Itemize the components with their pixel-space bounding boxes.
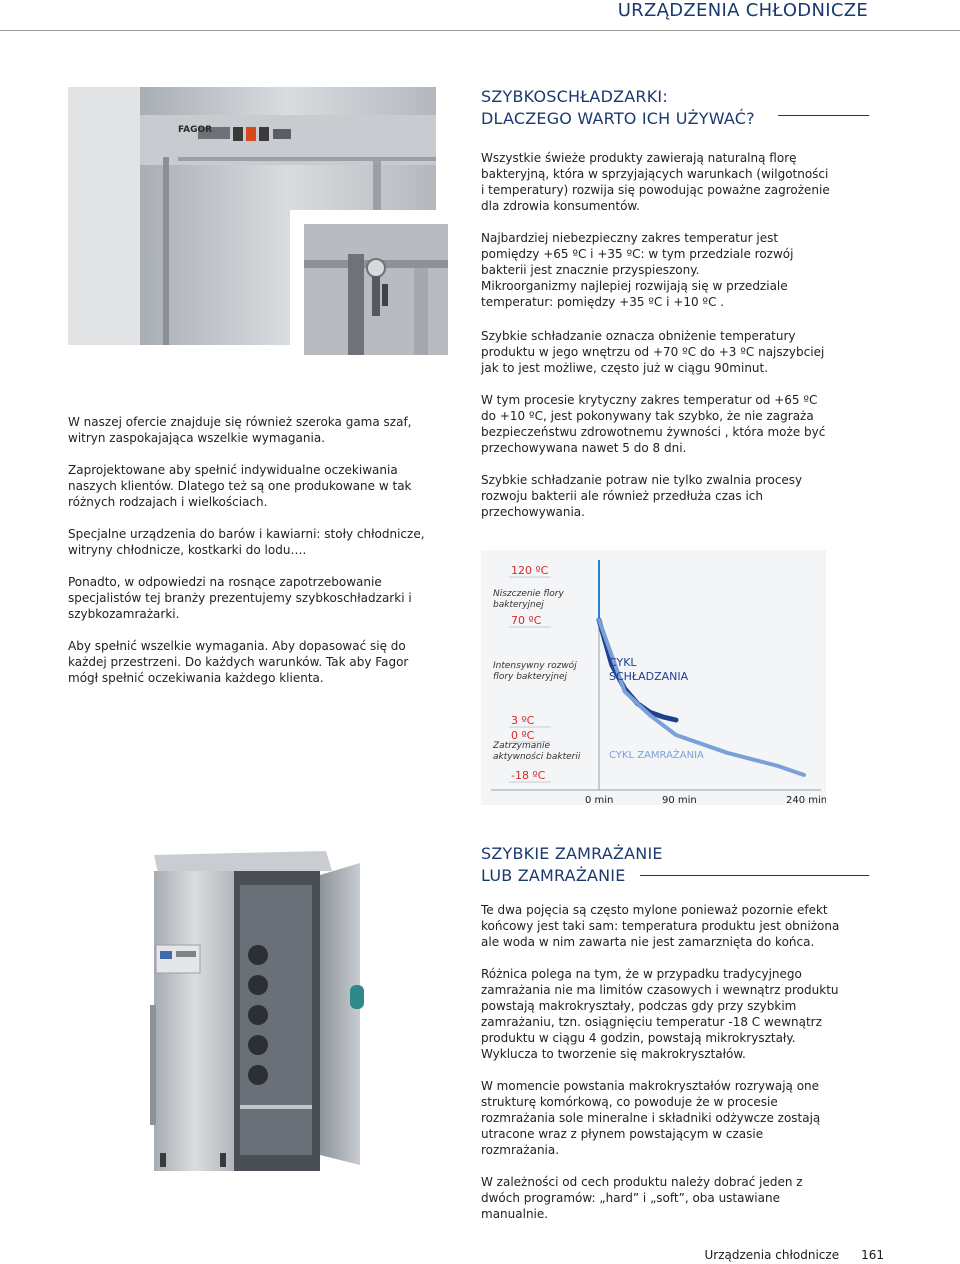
section-heading-line-2: LUB ZAMRAŻANIE — [481, 866, 626, 885]
chart-y-tick-label: 120 ºC — [511, 564, 549, 577]
paragraph: Wszystkie świeże produkty zawierają naturalną florę bakteryjną, która w sprzyjających warunkach (wilgotności i temperatury) rozwija się powodując poważne zagrożenie dla zdrowia konsumentów. — [481, 151, 830, 213]
paragraph: W naszej ofercie znajduje się również szeroka gama szaf, witryn zaspokajająca wszelkie wymagania. — [68, 415, 412, 445]
chart-x-tick-label: 90 min — [662, 795, 697, 805]
chart-annotation-destruction: Niszczenie flory bakteryjnej — [493, 589, 564, 610]
chart-series-label-freezing: CYKL ZAMRAŻANIA — [609, 750, 704, 761]
cooling-cycle-chart — [481, 550, 826, 805]
chart-svg — [481, 550, 826, 805]
section-heading-line-2: DLACZEGO WARTO ICH UŻYWAĆ? — [481, 109, 755, 128]
paragraph: Różnica polega na tym, że w przypadku tradycyjnego zamrażania nie ma limitów czasowych i wewnątrz produktu powstają makrokryształy, podczas gdy przy szybkim zamrażaniu, tzn. osiągnięciu temperatur -18 C wewnątrz produktu w ciągu 4 godzin, powstają mikrokryształy. Wyklucza to tworzenie się makrokryształów. — [481, 967, 839, 1061]
left-column-text — [68, 414, 440, 686]
section-heading-line-1: SZYBKOSCHŁADZARKI: — [481, 87, 668, 106]
paragraph: Szybkie schładzanie potraw nie tylko zwalnia procesy rozwoju bakterii ale również przedłuża czas ich przechowywania. — [481, 473, 803, 519]
chart-y-tick-label: -18 ºC — [511, 769, 546, 782]
brand-logo: FAGOR — [178, 125, 213, 135]
chart-x-tick-label: 240 min — [786, 795, 826, 805]
section1-text-3 — [481, 328, 833, 376]
section-heading-blast-freezing — [481, 843, 663, 887]
paragraph: Te dwa pojęcia są często mylone ponieważ pozornie efekt końcowy jest taki sam: temperatura produktu jest obniżona ale woda w nim zawarta nie jest zamarznięta do końca. — [481, 903, 840, 949]
header-divider — [0, 30, 960, 31]
page-number: 161 — [861, 1248, 884, 1262]
paragraph: Zaprojektowane aby spełnić indywidualne oczekiwania naszych klientów. Dlatego też są one produkowane w tak różnych rodzajach i wielkościach. — [68, 463, 412, 509]
paragraph: Najbardziej niebezpieczny zakres temperatur jest pomiędzy +65 ºC i +35 ºC: w tym przedziale rozwój bakterii jest znacznie przyspieszony. — [481, 231, 794, 277]
footer-label: Urządzenia chłodnicze — [704, 1248, 840, 1262]
chart-series-label-cooling: CYKL SCHŁADZANIA — [609, 656, 689, 683]
section1-text — [481, 150, 833, 214]
section1-text-2 — [481, 230, 833, 310]
page-footer — [705, 1248, 884, 1262]
section-heading-blast-chillers — [481, 86, 755, 130]
blast-freezer-photo — [150, 845, 390, 1190]
section1-text-4 — [481, 392, 833, 520]
lock-photo-frame — [290, 210, 448, 355]
chart-y-tick-label: 3 ºC — [511, 714, 535, 727]
chart-annotation-growth: Intensywny rozwój flory bakteryjnej — [493, 661, 577, 682]
paragraph: Specjalne urządzenia do barów i kawiarni: stoły chłodnicze, witryny chłodnicze, kostkarki do lodu…. — [68, 527, 425, 557]
blast-freezer-illustration — [150, 845, 390, 1190]
chart-x-tick-label: 0 min — [585, 795, 614, 805]
chart-annotation-dormant: Zatrzymanie aktywności bakterii — [493, 741, 581, 762]
chart-y-tick-label: 70 ºC — [511, 614, 542, 627]
paragraph: Szybkie schładzanie oznacza obniżenie temperatury produktu w jego wnętrzu od +70 ºC do +3 ºC najszybciej jak to jest możliwe, często już w ciągu 90minut. — [481, 329, 825, 375]
section-heading-line-1: SZYBKIE ZAMRAŻANIE — [481, 844, 663, 863]
paragraph: W zależności od cech produktu należy dobrać jeden z dwóch programów: „hard” i „soft”, oba ustawiane manualnie. — [481, 1175, 803, 1221]
lock-photo — [304, 224, 448, 355]
paragraph: Mikroorganizmy najlepiej rozwijają się w przedziale temperatur: pomiędzy +35 ºC i +10 ºC . — [481, 279, 788, 309]
heading-rule-2 — [640, 875, 869, 876]
paragraph: W tym procesie krytyczny zakres temperatur od +65 ºC do +10 ºC, jest pokonywany tak szybko, że nie zagraża bezpieczeństwu zdrowotnemu żywności , która może być przechowywana nawet 5 do 8 dni. — [481, 393, 826, 455]
heading-rule-1 — [778, 115, 869, 116]
section2-text — [481, 902, 841, 1222]
paragraph: Aby spełnić wszelkie wymagania. Aby dopasować się do każdej przestrzeni. Do każdych warunków. Tak aby Fagor mógł spełnić oczekiwania każdego klienta. — [68, 639, 409, 685]
paragraph: W momencie powstania makrokryształów rozrywają one strukturę komórkową, co powoduje że w procesie rozmrażania sole mineralne i składniki odżywcze zostają utracone wraz z płynem powstającym w czasie rozmrażania. — [481, 1079, 821, 1157]
lock-illustration — [304, 224, 448, 355]
page-header-title: URZĄDZENIA CHŁODNICZE — [617, 0, 868, 21]
chart-y-tick-label: 0 ºC — [511, 729, 535, 742]
paragraph: Ponadto, w odpowiedzi na rosnące zapotrzebowanie specjalistów tej branży prezentujemy szybkoschładzarki i szybkozamrażarki. — [68, 575, 412, 621]
